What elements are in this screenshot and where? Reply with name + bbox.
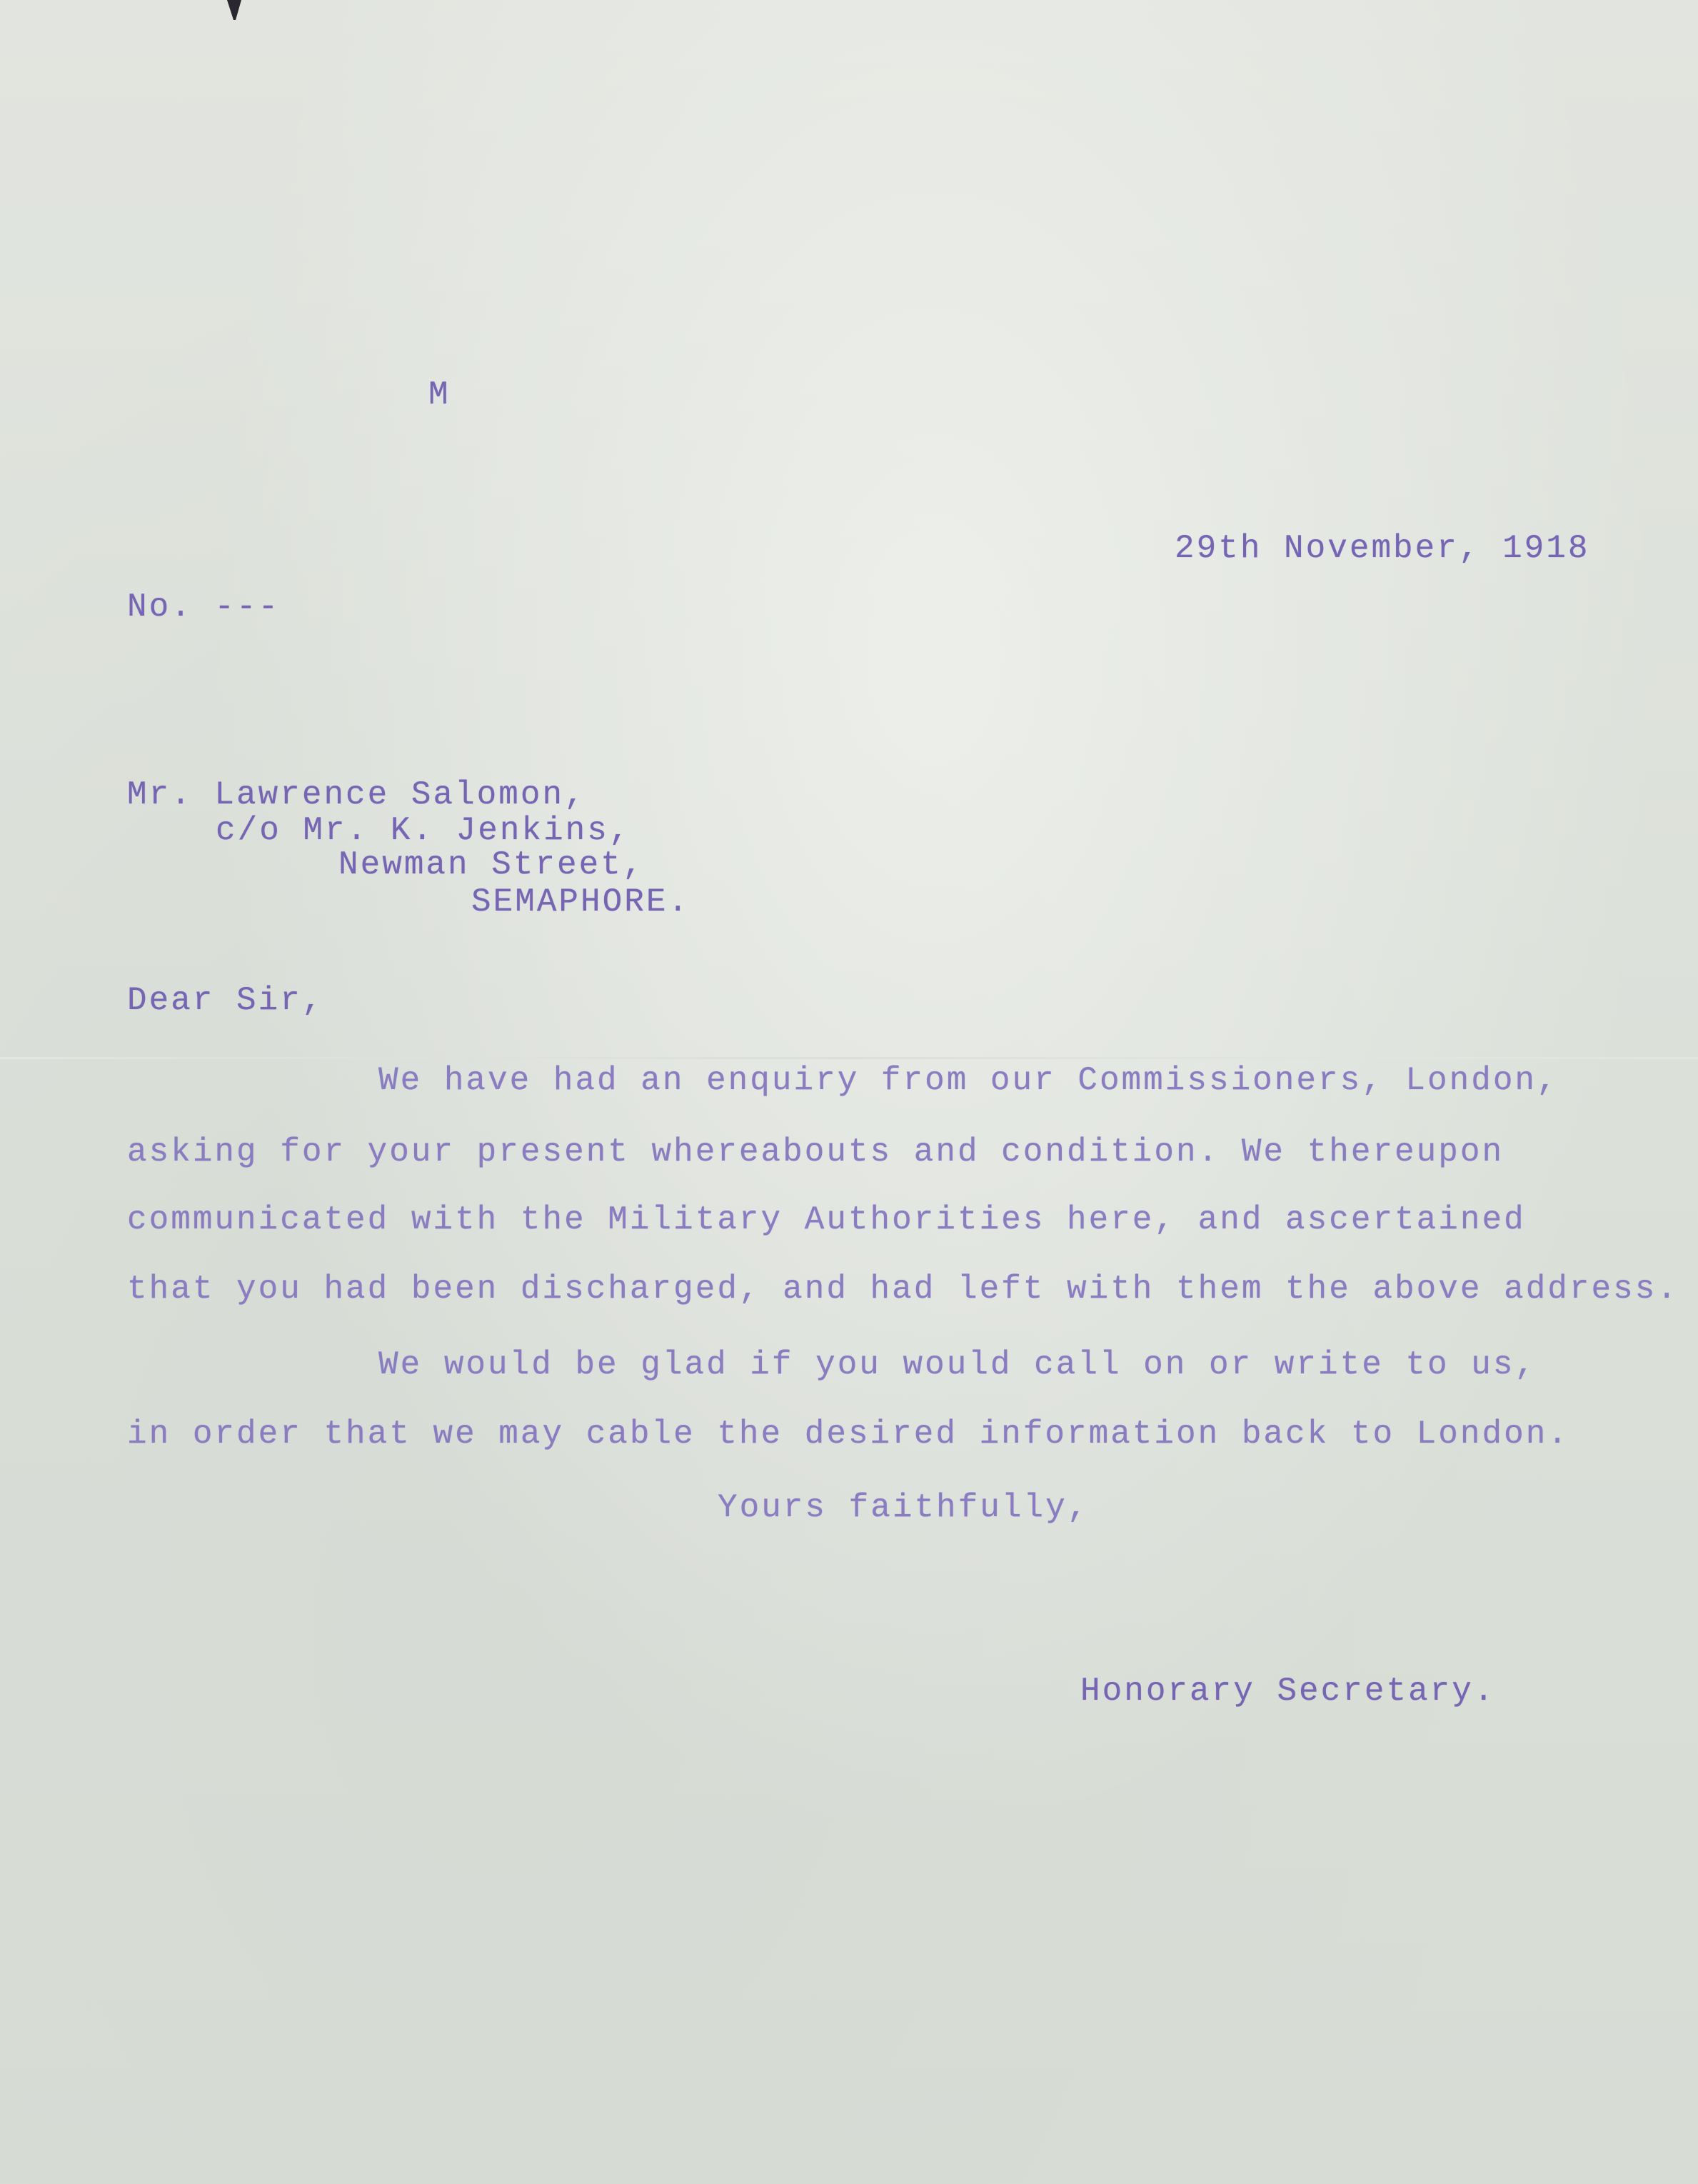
body-p2-line1: We would be glad if you would call on or write to us, [378, 1346, 1537, 1383]
signature-title: Honorary Secretary. [1080, 1673, 1496, 1710]
address-line-2: c/o Mr. K. Jenkins, [216, 812, 631, 849]
body-p1-line1: We have had an enquiry from our Commissioners, London, [378, 1062, 1559, 1099]
letter-date: 29th November, 1918 [1175, 530, 1590, 567]
body-p1-line3: communicated with the Military Authorities here, and ascertained [127, 1201, 1526, 1238]
salutation: Dear Sir, [127, 982, 324, 1019]
body-p2-line2: in order that we may cable the desired information back to London. [127, 1416, 1569, 1453]
paper-fold [0, 1057, 1698, 1059]
address-line-4: SEMAPHORE. [471, 883, 690, 921]
body-p1-line2: asking for your present whereabouts and condition. We thereupon [127, 1133, 1504, 1171]
closing: Yours faithfully, [718, 1489, 1090, 1526]
reference-number: No. --- [127, 588, 281, 626]
body-p1-line4: that you had been discharged, and had left with them the above address. [127, 1271, 1679, 1308]
address-line-3: Newman Street, [338, 846, 645, 883]
ink-mark [227, 0, 241, 20]
letter-initial: M [428, 376, 451, 414]
address-line-1: Mr. Lawrence Salomon, [127, 776, 586, 813]
